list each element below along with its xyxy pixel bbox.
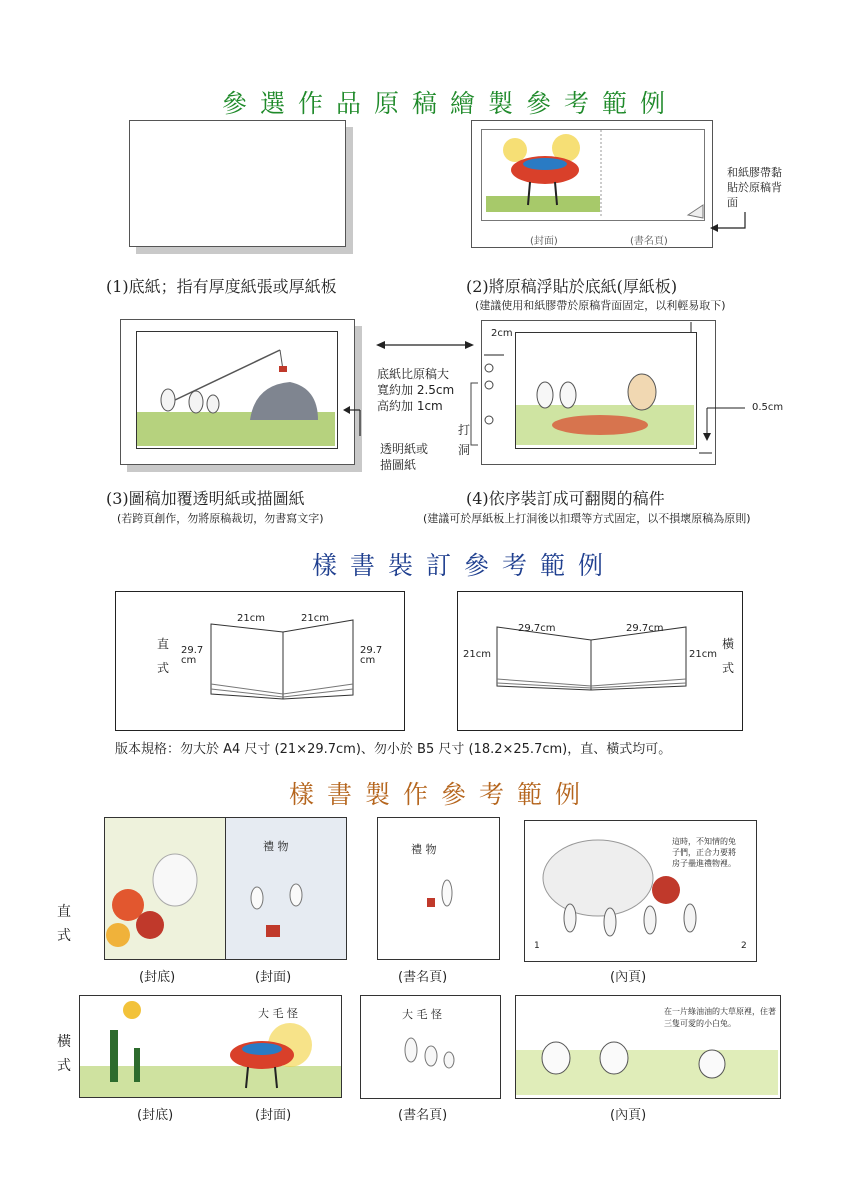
page-number-2: 2 <box>741 941 747 951</box>
section2-title: 樣書裝訂參考範例 <box>312 551 617 580</box>
portrait-width-right: 21cm <box>301 613 329 624</box>
portrait-label: 直式 <box>156 637 169 675</box>
step2-caption: (2)將原稿浮貼於底紙(厚紙板) <box>466 277 678 296</box>
front-cover-label-landscape: (封面) <box>255 1108 292 1123</box>
overlay-note-line2: 描圖紙 <box>380 458 417 472</box>
dim-2cm: 2cm <box>491 328 513 339</box>
dim-05cm: 0.5cm <box>752 402 784 413</box>
row-portrait-label: 直式 <box>57 904 71 944</box>
step1-caption: (1)底紙；指有厚度紙張或厚紙板 <box>106 277 337 296</box>
tape-note: 和紙膠帶黏貼於原稿背面 <box>727 166 782 209</box>
portrait-height-right-line2: cm <box>360 655 376 666</box>
inner-page-label-portrait: (內頁) <box>610 970 647 985</box>
margin-note-line2: 寬約加 2.5cm <box>377 383 455 397</box>
punch-label: 打洞 <box>457 423 470 457</box>
titlepage-label: (書名頁) <box>630 236 668 247</box>
portrait-inner-text: 這時，不知情的兔子們，正合力要將房子壘進禮物裡。 <box>672 837 736 868</box>
landscape-width-left: 29.7cm <box>518 623 556 634</box>
gift-title-page: 禮 物 <box>411 843 437 856</box>
margin-note-line1: 底紙比原稿大 <box>377 367 450 381</box>
portrait-height-right-line1: 29.7 <box>360 645 383 656</box>
landscape-height-left: 21cm <box>463 649 491 660</box>
portrait-height-left-line2: cm <box>181 655 197 666</box>
margin-note-line3: 高約加 1cm <box>377 399 443 413</box>
gift-title-cover: 禮 物 <box>263 840 289 853</box>
landscape-inner-text: 在一片綠油油的大草原裡，住著三隻可愛的小白兔。 <box>664 1007 776 1028</box>
landscape-label: 橫式 <box>721 637 734 675</box>
monster-title-cover: 大 毛 怪 <box>258 1007 298 1020</box>
front-cover-label-portrait: (封面) <box>255 970 292 985</box>
format-spec-text: 版本規格：勿大於 A4 尺寸 (21×29.7cm)、勿小於 B5 尺寸 (18.2×25.7cm)，直、橫式均可。 <box>115 742 672 757</box>
cover-label: (封面) <box>530 236 558 247</box>
landscape-width-right: 29.7cm <box>626 623 664 634</box>
title-page-label-portrait: (書名頁) <box>398 970 448 985</box>
back-cover-label-landscape: (封底) <box>137 1108 174 1123</box>
step3-note: (若跨頁創作，勿將原稿裁切，勿書寫文字) <box>117 512 324 525</box>
plant-illustration <box>110 1030 118 1082</box>
inner-page-label-landscape: (內頁) <box>610 1108 647 1123</box>
sun-illustration <box>123 1001 141 1019</box>
overlay-note-line1: 透明紙或 <box>380 442 429 456</box>
page-number-1: 1 <box>534 941 540 951</box>
monster-title-page: 大 毛 怪 <box>402 1008 442 1021</box>
step2-note: (建議使用和紙膠帶於原稿背面固定，以利輕易取下) <box>475 299 726 312</box>
section1-title: 參選作品原稿繪製參考範例 <box>222 89 679 118</box>
section3-title: 樣書製作參考範例 <box>289 780 594 809</box>
row-landscape-label: 橫式 <box>57 1034 71 1074</box>
step4-note: (建議可於厚紙板上打洞後以扣環等方式固定，以不損壞原稿為原則) <box>423 512 751 525</box>
step3-caption: (3)圖稿加覆透明紙或描圖紙 <box>106 489 305 508</box>
landscape-height-right: 21cm <box>689 649 717 660</box>
step4-caption: (4)依序裝訂成可翻閱的稿件 <box>466 489 665 508</box>
portrait-width-left: 21cm <box>237 613 265 624</box>
back-cover-label-portrait: (封底) <box>139 970 176 985</box>
title-page-label-landscape: (書名頁) <box>398 1108 448 1123</box>
portrait-height-left-line1: 29.7 <box>181 645 204 656</box>
